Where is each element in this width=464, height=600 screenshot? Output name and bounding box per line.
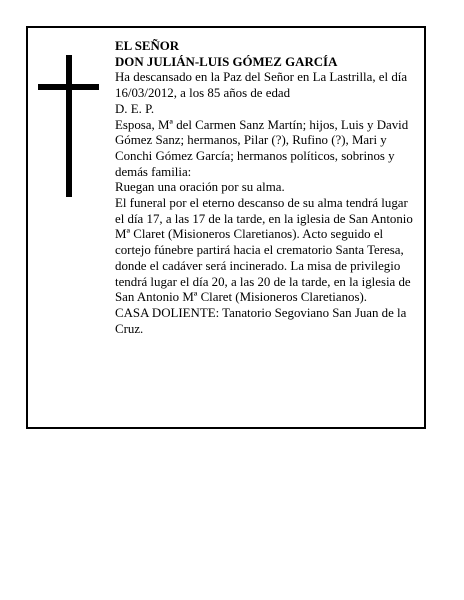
cross-icon <box>66 55 72 197</box>
prayer-request: Ruegan una oración por su alma. <box>115 180 285 195</box>
deceased-name: DON JULIÁN-LUIS GÓMEZ GARCÍA <box>115 54 338 69</box>
funeral-details: El funeral por el eterno descanso de su alma tendrá lugar el día 17, a las 17 de la tarde, en la iglesia de San Antonio Mª Claret (Misioneros Claretianos). Acto seguido el cortejo fúnebre partirá hacia el crematorio Santa Teresa, donde el cadáver será incinerado. La misa de privilegio tendrá lugar el día 20, a las 20 de la tarde, en la iglesia de San Antonio Mª Claret (Misioneros Claretianos). <box>115 196 413 305</box>
casa-doliente: CASA DOLIENTE: Tanatorio Segoviano San Juan de la Cruz. <box>115 305 407 336</box>
obituary-text <box>115 39 420 337</box>
title-line-1: EL SEÑOR <box>115 39 180 53</box>
rest-announcement: Ha descansado en la Paz del Señor en La Lastrilla, el día 16/03/2012, a los 85 años de edad <box>115 70 408 101</box>
family-list: Esposa, Mª del Carmen Sanz Martín; hijos, Luis y David Gómez Sanz; hermanos, Pilar (?), Rufino (?), Mari y Conchi Gómez García; hermanos políticos, sobrinos y demás familia: <box>115 117 409 179</box>
cross-icon-crossbar <box>38 84 99 90</box>
dep-line: D. E. P. <box>115 101 155 116</box>
